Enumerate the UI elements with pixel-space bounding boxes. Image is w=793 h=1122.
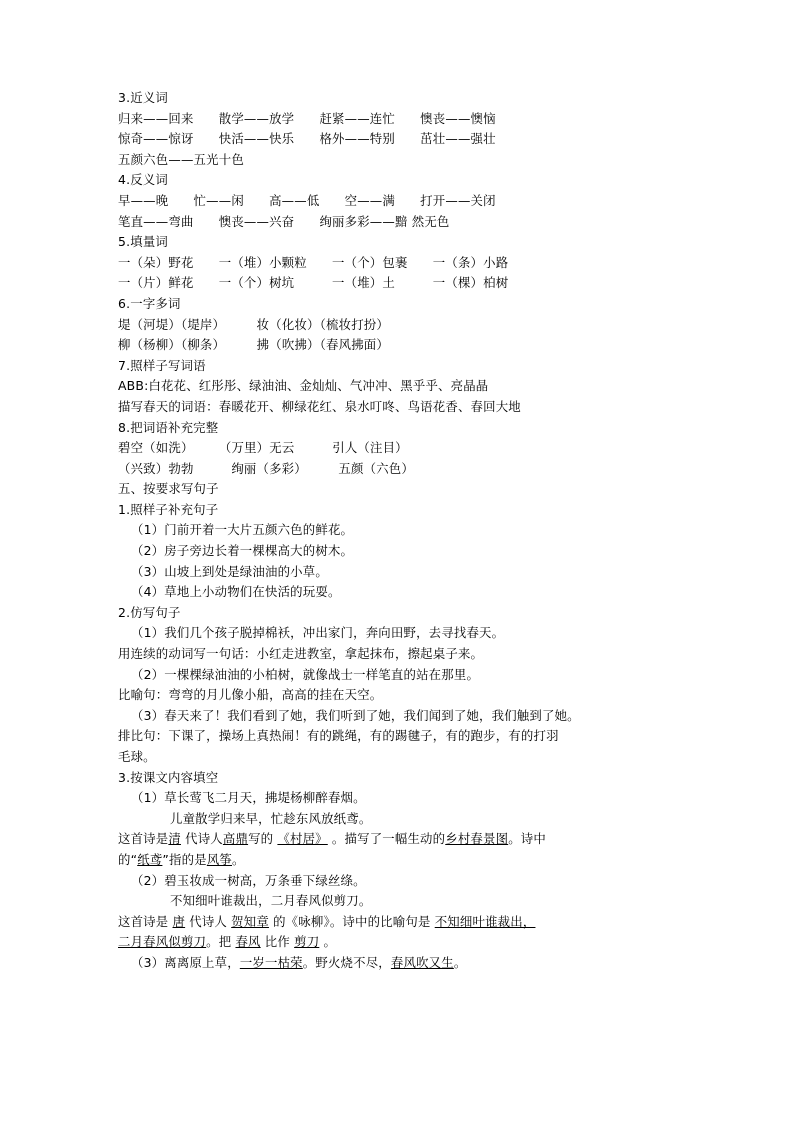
document-line: 排比句：下课了，操场上真热闹！有的跳绳，有的踢毽子，有的跑步，有的打羽 bbox=[118, 728, 559, 744]
fill-in-answer: 春风吹又生 bbox=[390, 954, 454, 970]
document-line: 归来——回来 散学——放学 赶紧——连忙 懊丧——懊恼 bbox=[118, 110, 496, 126]
text-run: 代诗人 bbox=[180, 831, 223, 847]
fill-in-answer: 纸鸢 bbox=[137, 851, 163, 867]
text-run: 。 bbox=[319, 934, 337, 950]
text-run: 。 bbox=[232, 851, 245, 867]
document-line: 用连续的动词写一句话：小红走进教室，拿起抹布，擦起桌子来。 bbox=[118, 646, 484, 662]
document-line: ABB:白花花、红彤彤、绿油油、金灿灿、气冲冲、黑乎乎、亮晶晶 bbox=[118, 378, 489, 394]
document-line: 惊奇——惊讶 快活——快乐 格外——特别 茁壮——强壮 bbox=[118, 131, 496, 147]
section-heading: 1.照样子补充句子 bbox=[118, 501, 219, 517]
document-line: （1）我们几个孩子脱掉棉袄，冲出家门，奔向田野，去寻找春天。 bbox=[131, 625, 505, 641]
section-heading: 8.把词语补充完整 bbox=[118, 419, 219, 435]
document-line bbox=[118, 829, 683, 850]
document-line: 一（朵）野花 一（堆）小颗粒 一（个）包裹 一（条）小路 bbox=[118, 254, 509, 270]
section-heading: 7.照样子写词语 bbox=[118, 357, 206, 373]
section-heading: 五、按要求写句子 bbox=[118, 481, 219, 497]
document-line: 一（片）鲜花 一（个）树坑 一（堆）土 一（棵）柏树 bbox=[118, 275, 509, 291]
document-line: 堤（河堤）（堤岸） 妆（化妆）（梳妆打扮） bbox=[118, 316, 389, 332]
document-line: （2）碧玉妆成一树高，万条垂下绿丝绦。 bbox=[131, 872, 366, 888]
document-line: 描写春天的词语：春暖花开、柳绿花红、泉水叮咚、鸟语花香、春回大地 bbox=[118, 398, 521, 414]
fill-in-answer: 风筝 bbox=[206, 851, 232, 867]
text-run: 。 bbox=[453, 954, 467, 970]
fill-in-answer: 高鼎 bbox=[222, 831, 249, 847]
fill-in-answer: 贺知章 bbox=[231, 913, 269, 929]
document-line: （1）草长莺飞二月天，拂堤杨柳醉春烟。 bbox=[131, 790, 366, 806]
text-run: 。把 bbox=[206, 934, 236, 950]
document-body bbox=[118, 88, 683, 974]
fill-in-answer: 春风 bbox=[235, 934, 261, 950]
document-line: 不知细叶谁裁出，二月春风似剪刀。 bbox=[170, 893, 372, 909]
document-line: （3）山坡上到处是绿油油的小草。 bbox=[131, 563, 328, 579]
fill-in-answer: 《村居》 bbox=[277, 831, 328, 847]
text-run: 代诗人 bbox=[185, 913, 232, 929]
text-run: 这首诗是 bbox=[118, 831, 169, 847]
fill-in-answer: 二月春风似剪刀 bbox=[118, 934, 207, 950]
fill-in-answer: 不知细叶谁裁出， bbox=[434, 913, 536, 929]
text-run: 。描写了一幅生动的 bbox=[327, 831, 446, 847]
document-line: 儿童散学归来早，忙趁东风放纸鸢。 bbox=[170, 810, 372, 826]
document-line bbox=[118, 912, 683, 933]
text-run: 比作 bbox=[260, 934, 295, 950]
document-line bbox=[118, 932, 683, 953]
document-line: 笔直——弯曲 懊丧——兴奋 绚丽多彩——黯 然无色 bbox=[118, 213, 450, 229]
fill-in-answer: 剪刀 bbox=[294, 934, 320, 950]
text-run: 的《咏柳》。诗中的比喻句是 bbox=[268, 913, 435, 929]
document-line: （4）草地上小动物们在快活的玩耍。 bbox=[131, 584, 341, 600]
document-line: 毛球。 bbox=[118, 749, 156, 764]
document-line: （兴致）勃勃 绚丽（多彩） 五颜（六色） bbox=[118, 460, 414, 476]
fill-in-answer: 唐 bbox=[172, 913, 186, 929]
text-run: ”指的是 bbox=[162, 851, 207, 867]
fill-in-answer: 一岁一枯荣 bbox=[239, 954, 303, 970]
section-heading: 3.近义词 bbox=[118, 90, 168, 105]
section-heading: 2.仿写句子 bbox=[118, 604, 181, 620]
section-heading: 3.按课文内容填空 bbox=[118, 769, 219, 785]
document-line bbox=[118, 953, 683, 974]
text-run: （3）离离原上草， bbox=[131, 954, 240, 970]
section-heading: 5.填量词 bbox=[118, 234, 168, 250]
fill-in-answer: 乡村春景图 bbox=[445, 831, 509, 847]
document-line bbox=[118, 850, 683, 871]
fill-in-answer: 清 bbox=[168, 831, 181, 847]
document-line: 早——晚 忙——闲 高——低 空——满 打开——关闭 bbox=[118, 192, 496, 208]
text-run: 的“ bbox=[118, 851, 138, 867]
text-run: 这首诗是 bbox=[118, 913, 173, 929]
text-run: 。野火烧不尽， bbox=[302, 954, 391, 970]
document-line: （2）房子旁边长着一棵棵高大的树木。 bbox=[131, 543, 354, 559]
document-line: 五颜六色——五光十色 bbox=[118, 151, 244, 167]
section-heading: 6.一字多词 bbox=[118, 295, 181, 311]
document-line: （3）春天来了！我们看到了她，我们听到了她，我们闻到了她，我们触到了她。 bbox=[131, 707, 580, 723]
text-run: 写的 bbox=[248, 831, 278, 847]
document-line: 比喻句：弯弯的月儿像小船，高高的挂在天空。 bbox=[118, 687, 383, 703]
document-line: （2）一棵棵绿油油的小柏树，就像战士一样笔直的站在那里。 bbox=[131, 666, 480, 682]
document-line: 碧空（如洗） （万里）无云 引人（注目） bbox=[118, 440, 408, 456]
document-line: （1）门前开着一大片五颜六色的鲜花。 bbox=[131, 522, 354, 538]
section-heading: 4.反义词 bbox=[118, 172, 168, 188]
document-line: 柳（杨柳）（柳条） 拂（吹拂）（春风拂面） bbox=[118, 337, 389, 353]
text-run: 。诗中 bbox=[508, 831, 546, 847]
